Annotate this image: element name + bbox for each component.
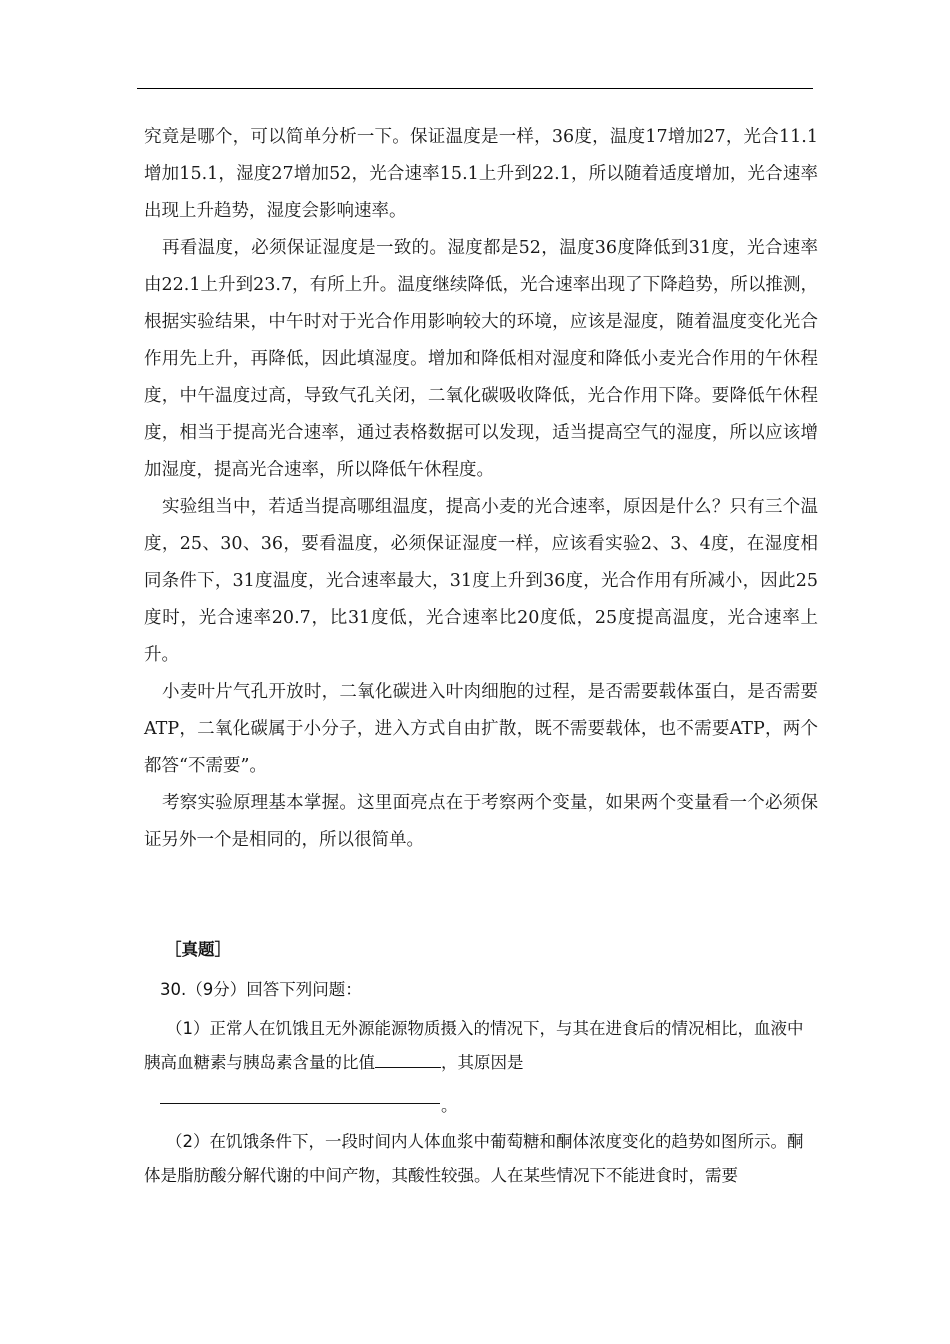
answer-blank	[375, 1049, 441, 1068]
analysis-paragraph-1: 究竟是哪个，可以简单分析一下。保证温度是一样，36度，温度17增加27，光合11.1增加15.1，湿度27增加52，光合速率15.1上升到22.1，所以随着适度增加，光合速率出现上升趋势，湿度会影响速率。	[144, 127, 818, 221]
question-part-1	[144, 1012, 816, 1080]
analysis-paragraph-5: 考察实验原理基本掌握。这里面亮点在于考察两个变量，如果两个变量看一个必须保证另外一个是相同的，所以很简单。	[144, 793, 818, 850]
analysis-paragraph-3: 实验组当中，若适当提高哪组温度，提高小麦的光合速率，原因是什么？只有三个温度，25、30、36，要看温度，必须保证湿度一样，应该看实验2、3、4度，在湿度相同条件下，31度温度，光合速率最大，31度上升到36度，光合作用有所减小，因此25度时，光合速率20.7，比31度低，光合速率比20度低，25度提高温度，光合速率上升。	[144, 497, 818, 665]
answer-long-blank	[160, 1103, 440, 1104]
question-heading: 30.（9分）回答下列问题：	[160, 980, 362, 999]
header-rule	[137, 88, 813, 89]
analysis-paragraph-2: 再看温度，必须保证湿度是一致的。湿度都是52，温度36度降低到31度，光合速率由22.1上升到23.7，有所上升。温度继续降低，光合速率出现了下降趋势，所以推测，根据实验结果，中午时对于光合作用影响较大的环境，应该是湿度，随着温度变化光合作用先上升，再降低，因此填湿度。增加和降低相对湿度和降低小麦光合作用的午休程度，中午温度过高，导致气孔关闭，二氧化碳吸收降低，光合作用下降。要降低午休程度，相当于提高光合速率，通过表格数据可以发现，适当提高空气的湿度，所以应该增加湿度，提高光合速率，所以降低午休程度。	[144, 238, 818, 480]
question-part-2: （2）在饥饿条件下，一段时间内人体血浆中葡萄糖和酮体浓度变化的趋势如图所示。酮体是脂肪酸分解代谢的中间产物，其酸性较强。人在某些情况下不能进食时，需要	[144, 1132, 804, 1185]
part1-text: （1）正常人在饥饿且无外源能源物质摄入的情况下，与其在进食后的情况相比，血液中胰高血糖素与胰岛素含量的比值	[144, 1019, 804, 1072]
part1-text-after: ，其原因是	[441, 1053, 524, 1072]
part1-end-mark: 。	[441, 1096, 458, 1115]
analysis-text	[144, 119, 818, 859]
question-label: ［真题］	[165, 940, 231, 959]
analysis-paragraph-4: 小麦叶片气孔开放时，二氧化碳进入叶肉细胞的过程，是否需要载体蛋白，是否需要ATP，二氧化碳属于小分子，进入方式自由扩散，既不需要载体，也不需要ATP，两个都答“不需要”。	[144, 682, 818, 776]
